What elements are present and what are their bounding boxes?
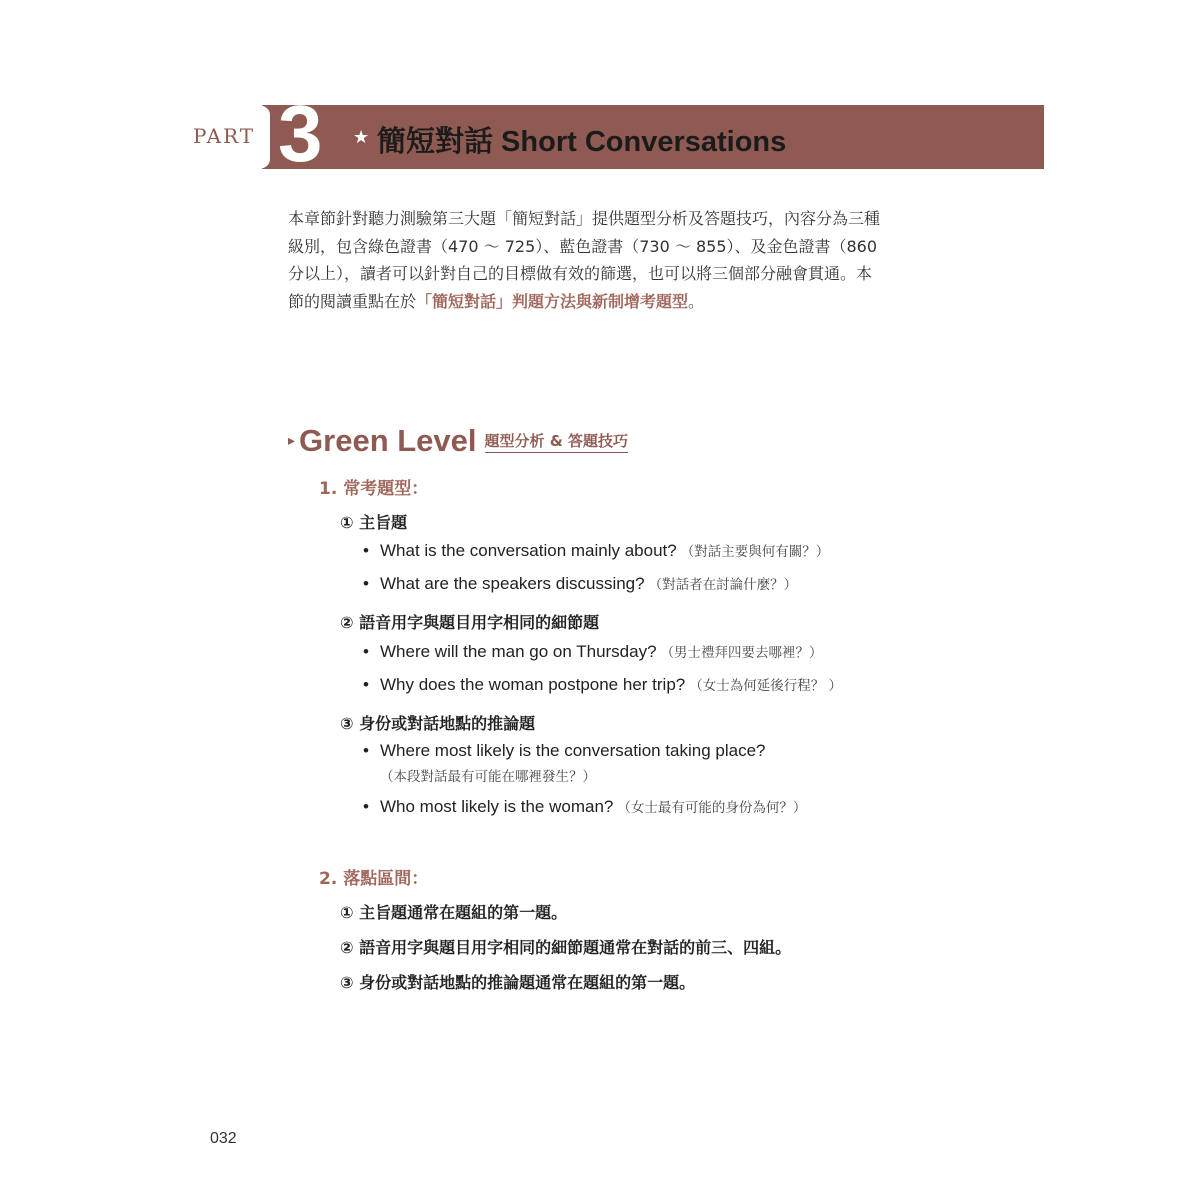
question-en: Where most likely is the conversation taking place? bbox=[380, 741, 766, 760]
part-label: PART bbox=[193, 124, 256, 148]
star-icon: ★ bbox=[353, 127, 370, 148]
question-zh: （本段對話最有可能在哪裡發生？） bbox=[380, 769, 596, 785]
intro-line: 本章節針對聽力測驗第三大題「簡短對話」提供題型分析及答題技巧，內容分為三種 bbox=[288, 209, 881, 228]
intro-text: 。 bbox=[688, 291, 705, 311]
level-subtitle: 題型分析 & 答題技巧 bbox=[485, 430, 629, 453]
question-en: What is the conversation mainly about? bbox=[380, 541, 677, 560]
intro-line: 分以上），讀者可以針對自己的目標做有效的篩選，也可以將三個部分融會貫通。本 bbox=[288, 264, 873, 283]
list-item: ① 主旨題通常在題組的第一題。 bbox=[340, 903, 568, 922]
page-number: 032 bbox=[210, 1130, 237, 1147]
question-zh: （女士最有可能的身份為何？） bbox=[617, 800, 807, 816]
list-item: • What is the conversation mainly about? （對話主要與何有關？） bbox=[363, 541, 830, 560]
list-item: • Why does the woman postpone her trip? （女士為何延後行程？ ） bbox=[363, 675, 843, 694]
intro-text: 節的閱讀重點在於 bbox=[288, 291, 417, 311]
part-number: 3 bbox=[278, 89, 323, 178]
question-en: Who most likely is the woman? bbox=[380, 797, 614, 816]
question-zh: （對話主要與何有關？） bbox=[680, 544, 830, 560]
question-type-heading: ③ 身份或對話地點的推論題 bbox=[340, 714, 536, 733]
section-heading: 2. 落點區間： bbox=[319, 869, 429, 889]
question-en: Why does the woman postpone her trip? bbox=[380, 675, 686, 694]
list-item: • Where most likely is the conversation taking place? bbox=[363, 741, 766, 760]
list-item: • Who most likely is the woman? （女士最有可能的身份為何？） bbox=[363, 797, 807, 816]
intro-line: 級別，包含綠色證書（470 ～ 725）、藍色證書（730 ～ 855）、及金色證書（860 bbox=[288, 236, 878, 256]
section-heading: 1. 常考題型： bbox=[319, 479, 429, 499]
intro-paragraph bbox=[288, 205, 918, 315]
list-item: • Where will the man go on Thursday? （男士禮拜四要去哪裡？） bbox=[363, 642, 823, 661]
list-item: ③ 身份或對話地點的推論題通常在題組的第一題。 bbox=[340, 973, 696, 992]
question-zh: （女士為何延後行程？ ） bbox=[689, 678, 843, 694]
intro-highlight: 「簡短對話」判題方法與新制增考題型 bbox=[416, 291, 689, 311]
list-item: ② 語音用字與題目用字相同的細節題通常在對話的前三、四組。 bbox=[340, 938, 792, 957]
question-type-heading: ① 主旨題 bbox=[340, 513, 408, 532]
intro-line bbox=[288, 288, 918, 316]
triangle-arrow-icon: ▸ bbox=[288, 433, 296, 449]
question-type-heading: ② 語音用字與題目用字相同的細節題 bbox=[340, 613, 600, 632]
question-zh: （男士禮拜四要去哪裡？） bbox=[660, 645, 823, 661]
question-en: Where will the man go on Thursday? bbox=[380, 642, 657, 661]
chapter-title: 簡短對話 Short Conversations bbox=[377, 126, 787, 158]
question-zh: （對話者在討論什麼？） bbox=[648, 577, 798, 593]
question-en: What are the speakers discussing? bbox=[380, 574, 645, 593]
level-heading bbox=[288, 423, 628, 459]
header-number-tab bbox=[258, 105, 270, 169]
level-name: Green Level bbox=[299, 423, 477, 458]
list-item: • What are the speakers discussing? （對話者在討論什麼？） bbox=[363, 574, 798, 593]
